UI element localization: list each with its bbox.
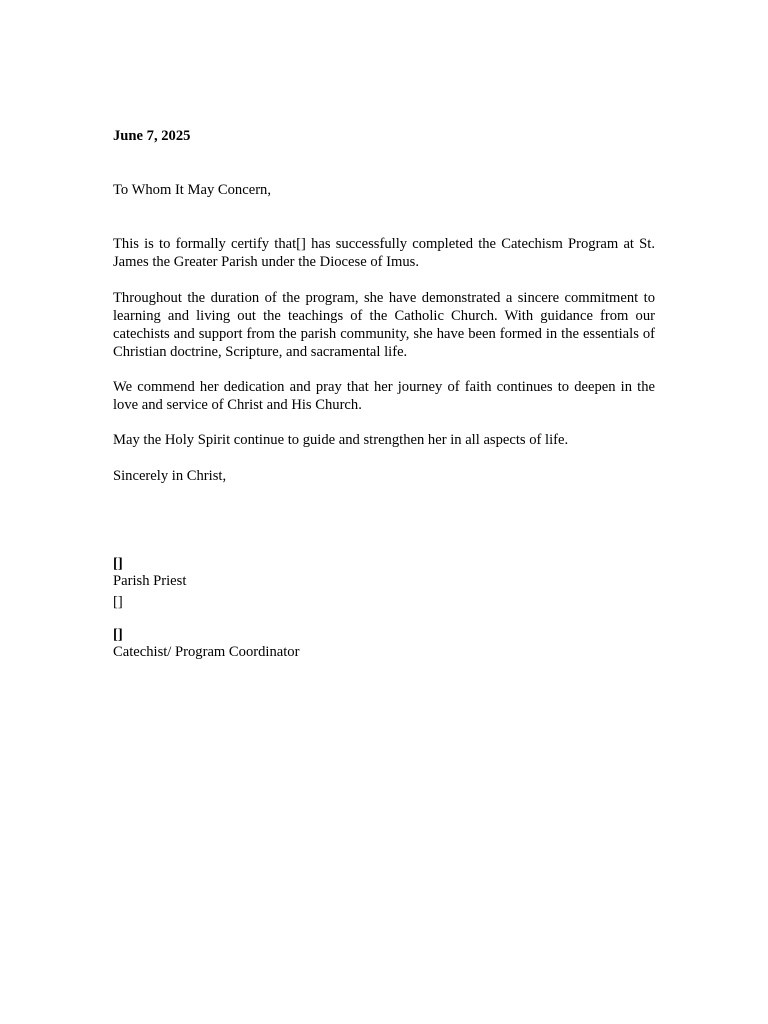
signatory-coordinator-title: Catechist/ Program Coordinator: [113, 644, 300, 660]
signatory-coordinator-name: []: [113, 627, 123, 643]
signatory-priest-extra: []: [113, 594, 123, 610]
salutation: To Whom It May Concern,: [113, 182, 271, 198]
paragraph-certification: This is to formally certify that[] has successfully completed the Catechism Program at St. James the Greater Parish under the Diocese of Imus.: [113, 236, 655, 270]
paragraph-commendation: We commend her dedication and pray that her journey of faith continues to deepen in the love and service of Christ and His Church.: [113, 379, 655, 413]
letter-date: June 7, 2025: [113, 128, 191, 144]
closing: Sincerely in Christ,: [113, 468, 227, 484]
paragraph-formation: Throughout the duration of the program, she have demonstrated a sincere commitment to learning and living out the teachings of the Catholic Church. With guidance from our catechists and support from the parish community, she have been formed in the essentials of Christian doctrine, Scripture, and sacramental life.: [113, 290, 655, 360]
paragraph-blessing: May the Holy Spirit continue to guide and strengthen her in all aspects of life.: [113, 432, 569, 448]
signatory-priest-title: Parish Priest: [113, 573, 187, 589]
signatory-priest-name: []: [113, 556, 123, 572]
